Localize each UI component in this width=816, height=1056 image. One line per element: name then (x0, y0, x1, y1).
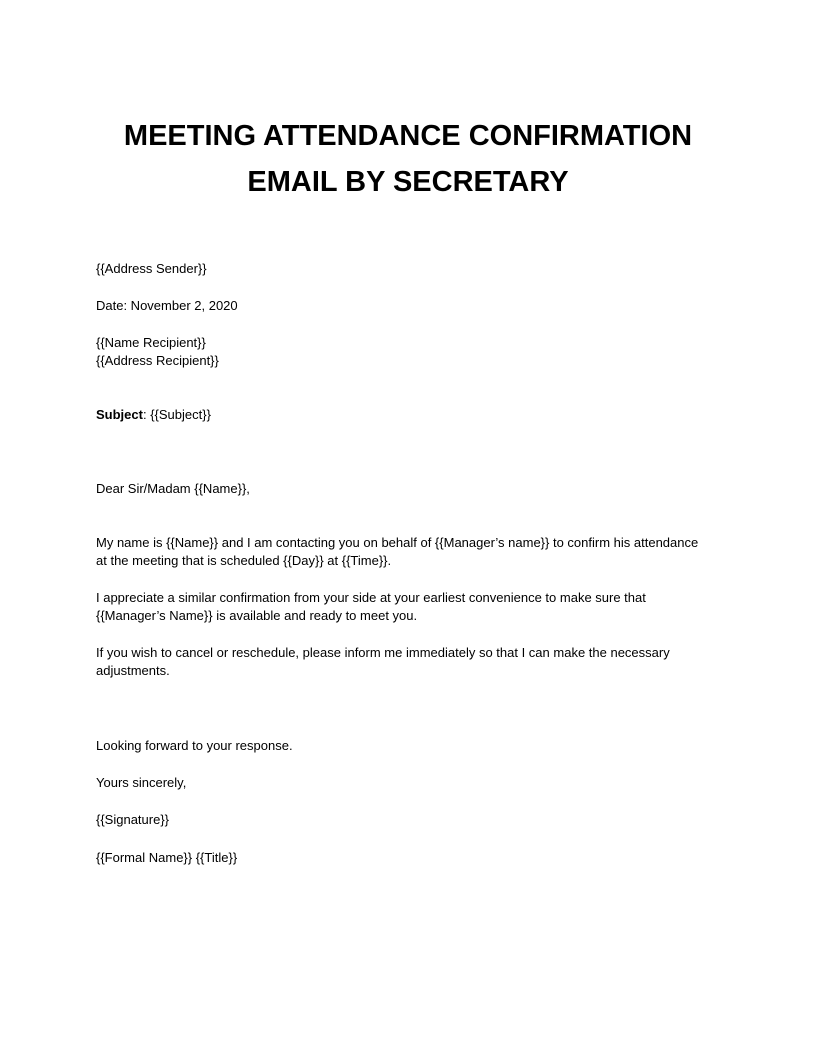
paragraph-2-line-1: I appreciate a similar confirmation from your side at your earliest convenience to make sure that (96, 590, 646, 605)
document-title-line-1: MEETING ATTENDANCE CONFIRMATION (123, 120, 693, 152)
formal-name-title: {{Formal Name}} {{Title}} (96, 850, 238, 865)
sign-off: Yours sincerely, (96, 775, 187, 790)
name-recipient: {{Name Recipient}} (96, 335, 206, 350)
paragraph-2-line-2: {{Manager’s Name}} is available and ready to meet you. (96, 608, 418, 623)
closing-line: Looking forward to your response. (96, 738, 293, 753)
subject-line (96, 406, 211, 424)
signature-placeholder: {{Signature}} (96, 812, 170, 827)
address-recipient: {{Address Recipient}} (96, 353, 219, 368)
paragraph-3-line-1: If you wish to cancel or reschedule, please inform me immediately so that I can make the necessary (96, 645, 670, 660)
paragraph-3-line-2: adjustments. (96, 663, 170, 678)
subject-value: : {{Subject}} (142, 407, 211, 422)
letter-date: Date: November 2, 2020 (96, 298, 238, 313)
address-sender: {{Address Sender}} (96, 261, 207, 276)
paragraph-1-line-2: at the meeting that is scheduled {{Day}} at {{Time}}. (96, 553, 392, 568)
salutation: Dear Sir/Madam {{Name}}, (96, 481, 250, 496)
subject-label: Subject (96, 407, 143, 422)
document-title-line-2: EMAIL BY SECRETARY (247, 166, 569, 198)
paragraph-1-line-1: My name is {{Name}} and I am contacting you on behalf of {{Manager’s name}} to confirm his attendance (96, 535, 699, 550)
